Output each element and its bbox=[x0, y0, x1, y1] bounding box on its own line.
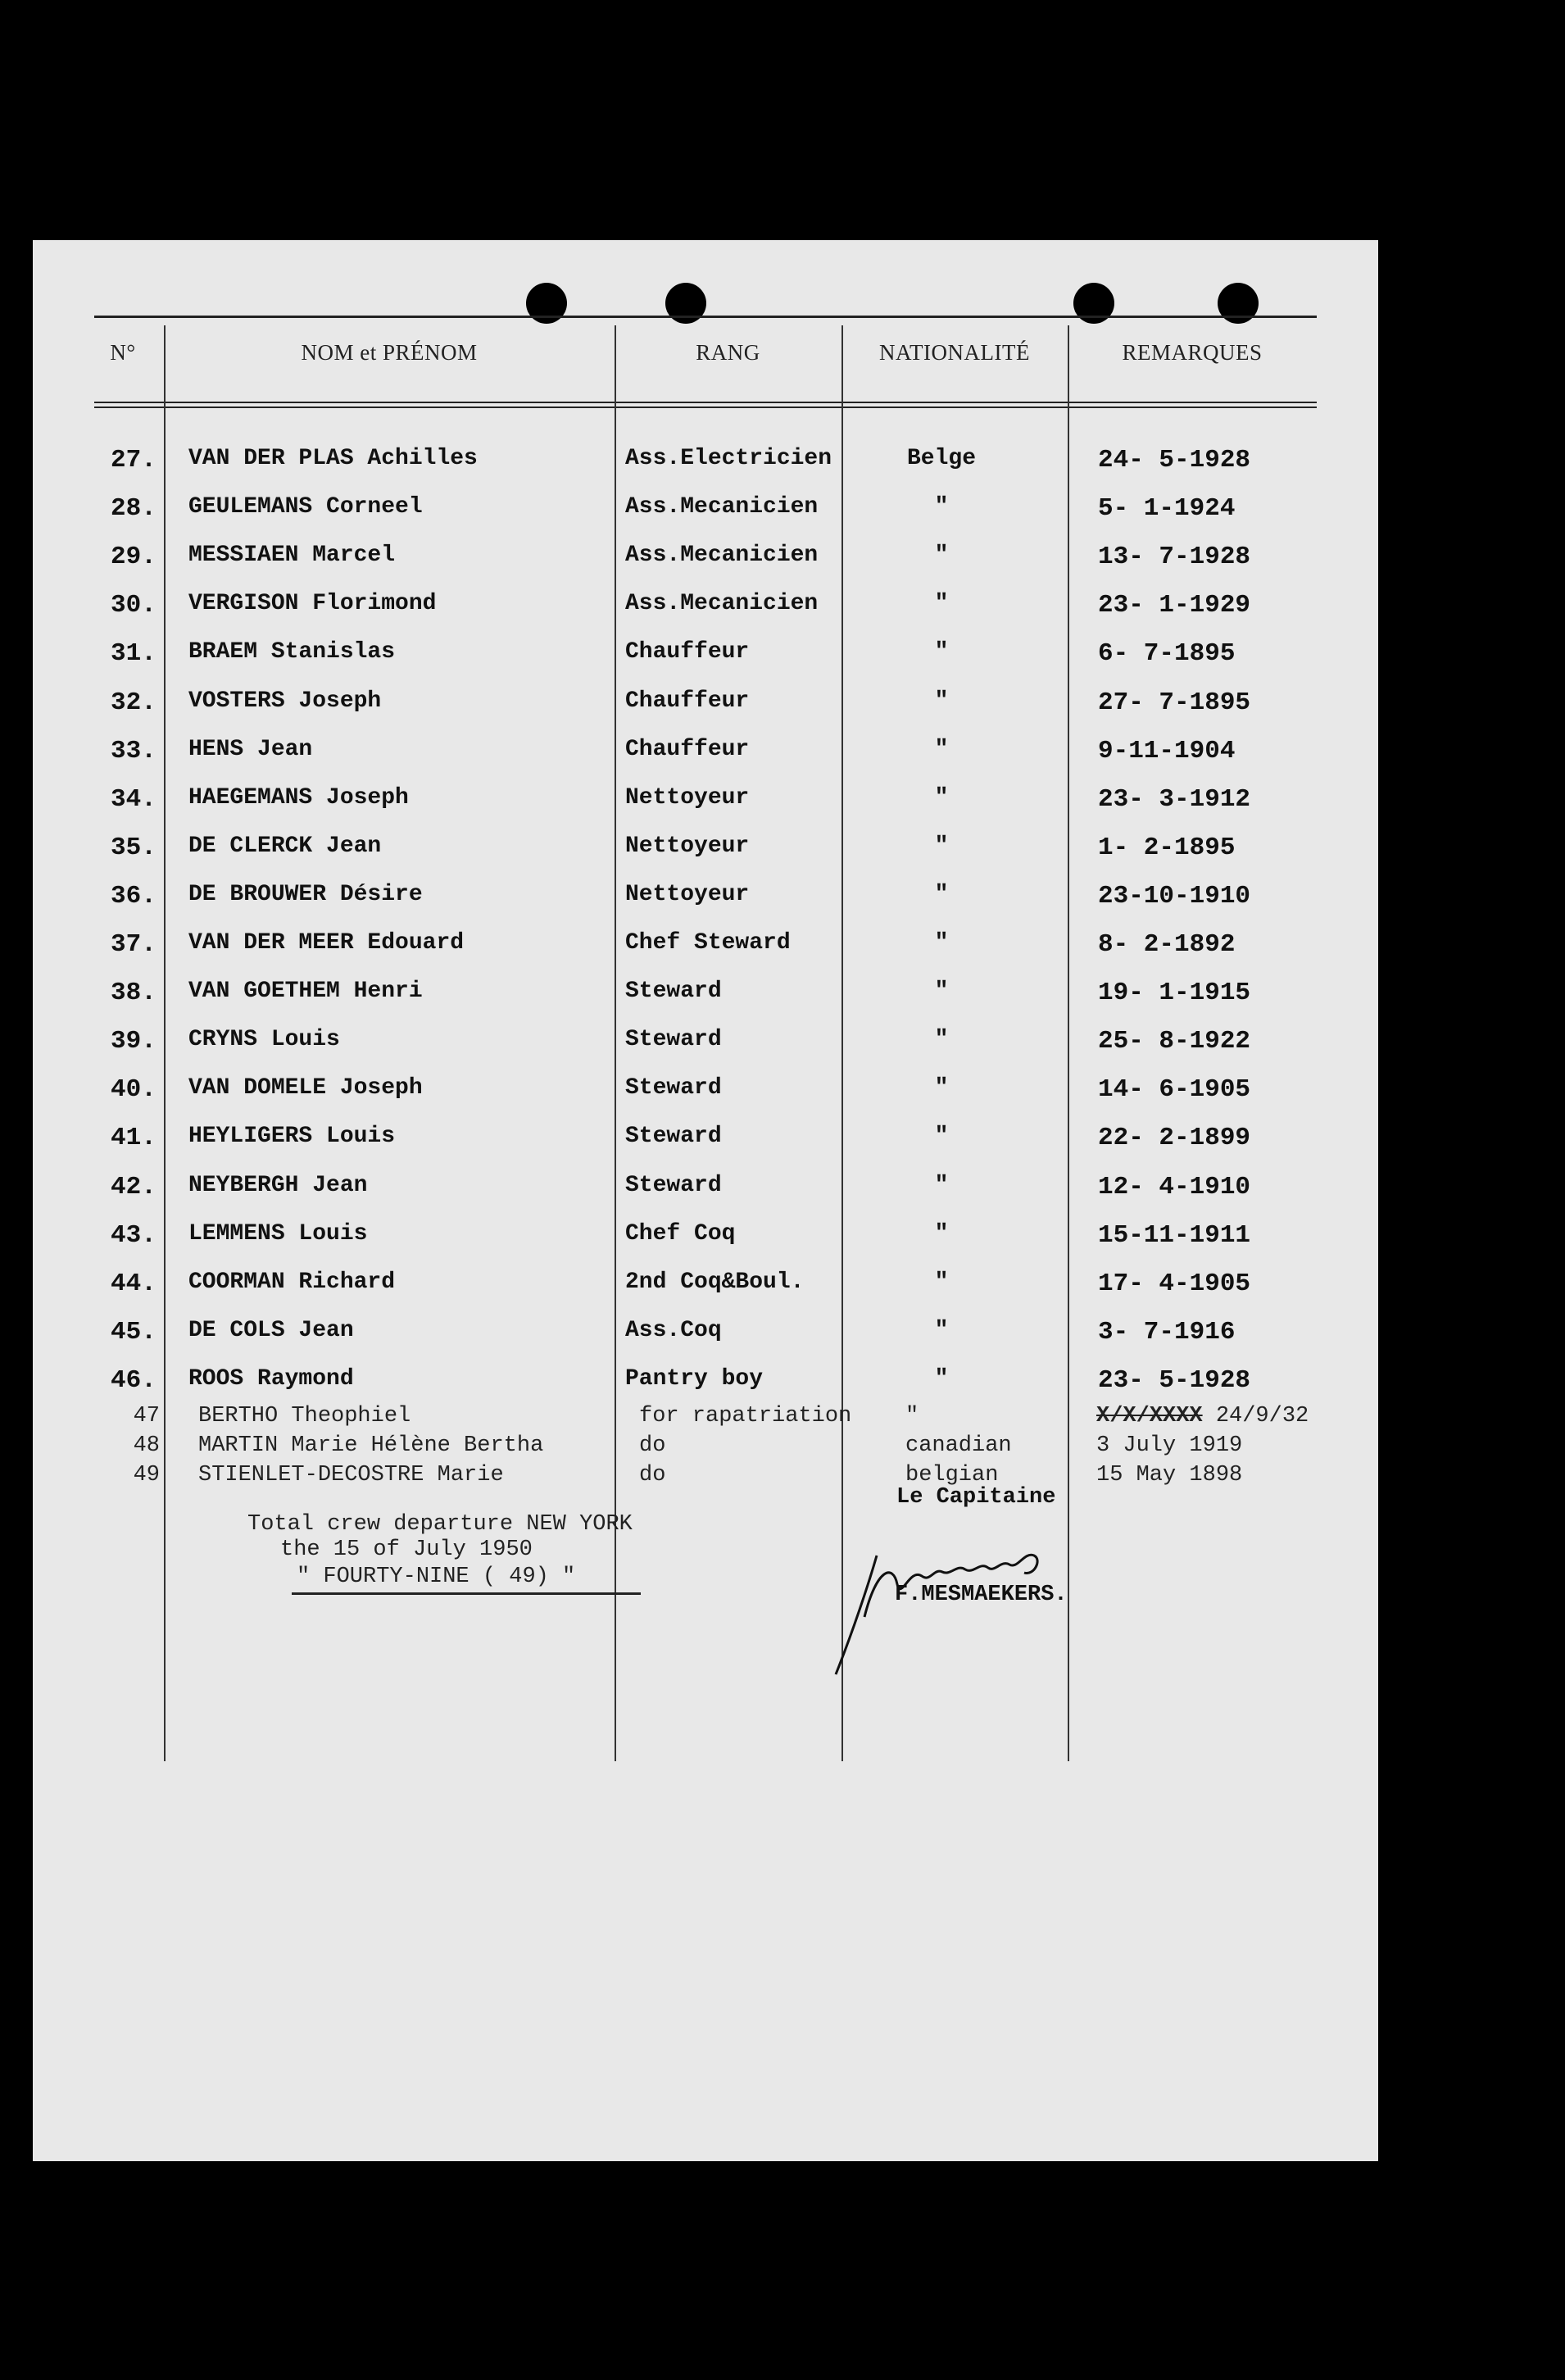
extra-num: 48 bbox=[133, 1433, 160, 1458]
crew-rem: 27- 7-1895 bbox=[1098, 688, 1251, 717]
crew-name: DE COLS Jean bbox=[188, 1317, 354, 1343]
crew-name: VAN DOMELE Joseph bbox=[188, 1075, 423, 1101]
extra-nat: " bbox=[905, 1404, 919, 1428]
extra-rem bbox=[1096, 1463, 1242, 1488]
crew-rem: 23-10-1910 bbox=[1098, 881, 1251, 911]
crew-num: 28. bbox=[111, 494, 156, 524]
crew-nat: " bbox=[934, 1317, 949, 1343]
total-line-2: the 15 of July 1950 bbox=[280, 1537, 533, 1562]
crew-rem: 15-11-1911 bbox=[1098, 1220, 1251, 1250]
header-top-rule bbox=[94, 316, 1317, 318]
crew-num: 44. bbox=[111, 1269, 156, 1298]
crew-row bbox=[33, 737, 1378, 784]
crew-row bbox=[33, 882, 1378, 929]
crew-num: 33. bbox=[111, 736, 156, 765]
crew-rem: 12- 4-1910 bbox=[1098, 1172, 1251, 1201]
crew-num: 45. bbox=[111, 1317, 156, 1347]
crew-rang: Steward bbox=[625, 1027, 722, 1053]
crew-rang: Chauffeur bbox=[625, 688, 750, 714]
captain-name: F.MESMAEKERS. bbox=[895, 1583, 1068, 1607]
crew-rang: Steward bbox=[625, 1172, 722, 1198]
crew-nat: " bbox=[934, 1124, 949, 1150]
crew-name: COORMAN Richard bbox=[188, 1269, 396, 1295]
crew-rem: 24- 5-1928 bbox=[1098, 446, 1251, 475]
crew-name: NEYBERGH Jean bbox=[188, 1172, 368, 1198]
crew-name: BRAEM Stanislas bbox=[188, 639, 396, 665]
crew-nat: " bbox=[934, 591, 949, 617]
crew-rem: 8- 2-1892 bbox=[1098, 930, 1236, 959]
crew-rem: 25- 8-1922 bbox=[1098, 1027, 1251, 1056]
crew-rang: 2nd Coq&Boul. bbox=[625, 1269, 805, 1295]
crew-row bbox=[33, 1173, 1378, 1220]
crew-name: DE CLERCK Jean bbox=[188, 833, 382, 859]
crew-rang: Pantry boy bbox=[625, 1365, 764, 1392]
crew-list-sheet bbox=[33, 240, 1378, 2161]
extra-name: MARTIN Marie Hélène Bertha bbox=[198, 1433, 544, 1458]
crew-nat: " bbox=[934, 881, 949, 907]
crew-nat: " bbox=[934, 1075, 949, 1101]
crew-rang: Nettoyeur bbox=[625, 833, 750, 859]
crew-nat: " bbox=[934, 833, 949, 859]
extra-row bbox=[33, 1404, 1378, 1437]
crew-row bbox=[33, 1075, 1378, 1123]
extra-name: BERTHO Theophiel bbox=[198, 1404, 411, 1428]
crew-row bbox=[33, 979, 1378, 1026]
crew-nat: " bbox=[934, 979, 949, 1005]
crew-name: ROOS Raymond bbox=[188, 1365, 354, 1392]
crew-num: 36. bbox=[111, 881, 156, 911]
extra-rem-struck: X/X/XXXX bbox=[1096, 1404, 1203, 1428]
crew-num: 34. bbox=[111, 784, 156, 814]
extra-rem bbox=[1096, 1404, 1309, 1428]
extra-rang: for rapatriation bbox=[639, 1404, 852, 1428]
extra-rem-value: 15 May 1898 bbox=[1096, 1463, 1243, 1488]
crew-rang: Ass.Mecanicien bbox=[625, 494, 819, 520]
crew-num: 32. bbox=[111, 688, 156, 717]
crew-row bbox=[33, 1269, 1378, 1317]
header-bottom-rule bbox=[94, 402, 1317, 403]
crew-nat: " bbox=[934, 1220, 949, 1247]
crew-rem: 9-11-1904 bbox=[1098, 736, 1236, 765]
crew-num: 39. bbox=[111, 1027, 156, 1056]
crew-row bbox=[33, 1221, 1378, 1269]
crew-row bbox=[33, 833, 1378, 881]
crew-name: CRYNS Louis bbox=[188, 1027, 340, 1053]
crew-rang: Nettoyeur bbox=[625, 784, 750, 811]
crew-rem: 19- 1-1915 bbox=[1098, 979, 1251, 1008]
extra-rem-value: 24/9/32 bbox=[1215, 1404, 1309, 1428]
crew-nat: " bbox=[934, 1269, 949, 1295]
header-rang: RANG bbox=[696, 340, 760, 365]
crew-row bbox=[33, 785, 1378, 833]
crew-nat: " bbox=[934, 736, 949, 762]
header-nationalite: NATIONALITÉ bbox=[879, 340, 1030, 365]
crew-rang: Nettoyeur bbox=[625, 881, 750, 907]
crew-num: 40. bbox=[111, 1075, 156, 1105]
crew-num: 38. bbox=[111, 979, 156, 1008]
header-name: NOM et PRÉNOM bbox=[301, 340, 478, 365]
crew-name: HEYLIGERS Louis bbox=[188, 1124, 396, 1150]
crew-num: 30. bbox=[111, 591, 156, 620]
crew-num: 42. bbox=[111, 1172, 156, 1201]
crew-rem: 1- 2-1895 bbox=[1098, 833, 1236, 862]
extra-rem bbox=[1096, 1433, 1242, 1458]
crew-nat: " bbox=[934, 784, 949, 811]
extra-num: 47 bbox=[133, 1404, 160, 1428]
crew-rem: 22- 2-1899 bbox=[1098, 1124, 1251, 1153]
crew-row bbox=[33, 1124, 1378, 1171]
crew-nat: " bbox=[934, 1172, 949, 1198]
crew-nat: Belge bbox=[906, 446, 976, 471]
crew-name: LEMMENS Louis bbox=[188, 1220, 368, 1247]
header-remarques: REMARQUES bbox=[1122, 340, 1263, 365]
total-underline bbox=[292, 1592, 641, 1595]
crew-rang: Chef Steward bbox=[625, 930, 791, 956]
crew-name: VOSTERS Joseph bbox=[188, 688, 382, 714]
crew-rem: 14- 6-1905 bbox=[1098, 1075, 1251, 1105]
crew-num: 37. bbox=[111, 930, 156, 959]
extra-name: STIENLET-DECOSTRE Marie bbox=[198, 1463, 504, 1488]
extra-row bbox=[33, 1433, 1378, 1466]
crew-name: VAN DER MEER Edouard bbox=[188, 930, 465, 956]
crew-rang: Ass.Coq bbox=[625, 1317, 722, 1343]
crew-row bbox=[33, 543, 1378, 590]
crew-name: VERGISON Florimond bbox=[188, 591, 437, 617]
extra-nat: canadian bbox=[905, 1433, 1012, 1458]
crew-name: MESSIAEN Marcel bbox=[188, 543, 396, 569]
crew-num: 35. bbox=[111, 833, 156, 862]
crew-rem: 23- 5-1928 bbox=[1098, 1365, 1251, 1395]
crew-nat: " bbox=[934, 1027, 949, 1053]
crew-rang: Ass.Mecanicien bbox=[625, 591, 819, 617]
crew-row bbox=[33, 1318, 1378, 1365]
crew-row bbox=[33, 930, 1378, 978]
header-num: N° bbox=[110, 340, 136, 365]
crew-name: HENS Jean bbox=[188, 736, 313, 762]
crew-nat: " bbox=[934, 688, 949, 714]
crew-name: DE BROUWER Désire bbox=[188, 881, 423, 907]
extra-rang: do bbox=[639, 1433, 666, 1458]
crew-row bbox=[33, 688, 1378, 736]
total-line-1: Total crew departure NEW YORK bbox=[247, 1512, 633, 1537]
crew-rem: 23- 3-1912 bbox=[1098, 784, 1251, 814]
crew-name: VAN DER PLAS Achilles bbox=[188, 446, 478, 471]
extra-nat: belgian bbox=[905, 1463, 999, 1488]
crew-num: 46. bbox=[111, 1365, 156, 1395]
crew-nat: " bbox=[934, 543, 949, 569]
crew-name: VAN GOETHEM Henri bbox=[188, 979, 423, 1005]
crew-rem: 6- 7-1895 bbox=[1098, 639, 1236, 669]
crew-rem: 13- 7-1928 bbox=[1098, 543, 1251, 572]
crew-rang: Ass.Mecanicien bbox=[625, 543, 819, 569]
crew-nat: " bbox=[934, 494, 949, 520]
crew-rang: Steward bbox=[625, 1075, 722, 1101]
extra-rem-value: 3 July 1919 bbox=[1096, 1433, 1243, 1458]
crew-rem: 5- 1-1924 bbox=[1098, 494, 1236, 524]
crew-row bbox=[33, 1027, 1378, 1074]
crew-rang: Chef Coq bbox=[625, 1220, 736, 1247]
extra-rang: do bbox=[639, 1463, 666, 1488]
crew-rem: 17- 4-1905 bbox=[1098, 1269, 1251, 1298]
crew-row bbox=[33, 639, 1378, 687]
crew-rang: Chauffeur bbox=[625, 736, 750, 762]
crew-rang: Steward bbox=[625, 1124, 722, 1150]
header-bottom-rule-2 bbox=[94, 407, 1317, 408]
crew-nat: " bbox=[934, 930, 949, 956]
crew-row bbox=[33, 446, 1378, 493]
crew-name: HAEGEMANS Joseph bbox=[188, 784, 409, 811]
crew-row bbox=[33, 494, 1378, 542]
crew-rem: 23- 1-1929 bbox=[1098, 591, 1251, 620]
crew-nat: " bbox=[934, 1365, 949, 1392]
crew-rang: Chauffeur bbox=[625, 639, 750, 665]
crew-nat: " bbox=[934, 639, 949, 665]
capitaine-label: Le Capitaine bbox=[896, 1485, 1056, 1510]
crew-rang: Steward bbox=[625, 979, 722, 1005]
crew-num: 43. bbox=[111, 1220, 156, 1250]
crew-rang: Ass.Electricien bbox=[625, 446, 832, 471]
crew-rem: 3- 7-1916 bbox=[1098, 1317, 1236, 1347]
extra-num: 49 bbox=[133, 1463, 160, 1488]
crew-row bbox=[33, 591, 1378, 638]
crew-name: GEULEMANS Corneel bbox=[188, 494, 423, 520]
crew-num: 27. bbox=[111, 446, 156, 475]
crew-num: 41. bbox=[111, 1124, 156, 1153]
crew-num: 31. bbox=[111, 639, 156, 669]
crew-num: 29. bbox=[111, 543, 156, 572]
extra-row bbox=[33, 1463, 1378, 1496]
total-line-3: " FOURTY-NINE ( 49) " bbox=[297, 1565, 576, 1589]
